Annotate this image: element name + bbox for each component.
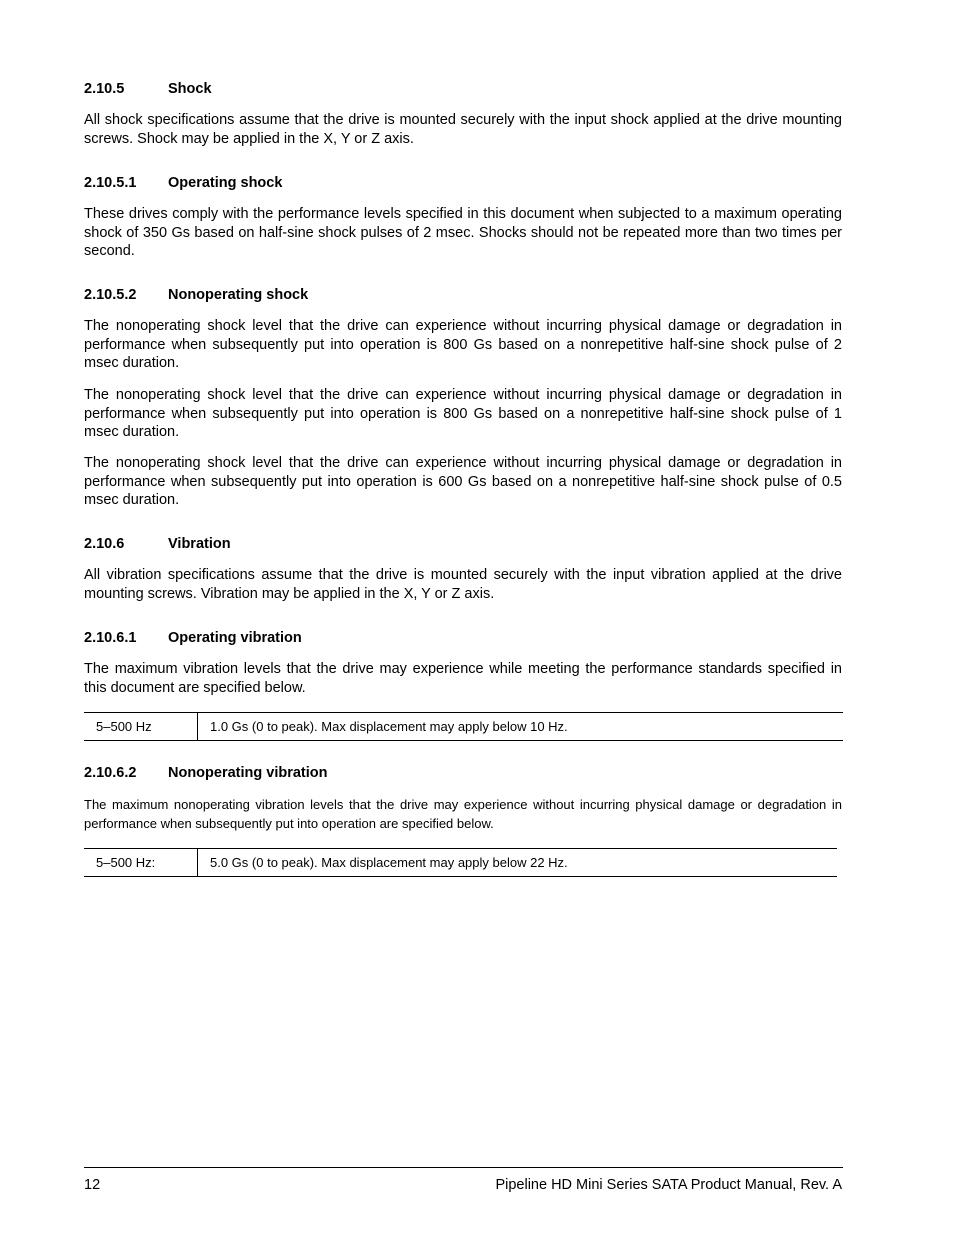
section-heading-operating-vibration [84,629,302,647]
section-title: Operating shock [168,175,283,191]
shock-paragraph: All shock specifications assume that the drive is mounted securely with the input shock applied at the drive mounting screws. Shock may be applied in the X, Y or Z axis. [84,112,842,147]
section-number: 2.10.6.1 [84,630,137,646]
nonoperating-vibration-spec-table [84,848,837,877]
section-number: 2.10.5.1 [84,175,137,191]
section-number: 2.10.6 [84,536,125,552]
nonoperating-vibration-paragraph: The maximum nonoperating vibration levels that the drive may experience without incurring physical damage or degradation in performance when subsequently put into operation are specified below. [84,797,842,831]
section-title: Shock [168,81,212,97]
vibration-paragraph: All vibration specifications assume that the drive is mounted securely with the input vibration applied at the drive mounting screws. Vibration may be applied in the X, Y or Z axis. [84,567,842,602]
page-number: 12 [84,1177,101,1193]
section-heading-shock [84,80,212,98]
document-title: Pipeline HD Mini Series SATA Product Manual, Rev. A [495,1177,842,1193]
nonoperating-shock-paragraph-3: The nonoperating shock level that the drive can experience without incurring physical damage or degradation in performance when subsequently put into operation is 600 Gs based on a nonrepetitive half-sine shock pulse of 0.5 msec duration. [84,455,842,509]
section-heading-vibration [84,535,231,553]
section-heading-nonoperating-shock [84,286,308,304]
section-title: Operating vibration [168,630,302,646]
section-title: Nonoperating vibration [168,765,328,781]
spec-value: 5.0 Gs (0 to peak). Max displacement may apply below 22 Hz. [210,855,568,870]
section-number: 2.10.5.2 [84,287,137,303]
section-number: 2.10.5 [84,81,125,97]
operating-vibration-paragraph: The maximum vibration levels that the drive may experience while meeting the performance standards specified in this document are specified below. [84,661,842,696]
nonoperating-shock-paragraph-1: The nonoperating shock level that the drive can experience without incurring physical damage or degradation in performance when subsequently put into operation is 800 Gs based on a nonrepetitive half-sine shock pulse of 2 msec duration. [84,318,842,372]
section-heading-operating-shock [84,174,282,192]
spec-range: 5–500 Hz: [84,849,198,876]
section-number: 2.10.6.2 [84,765,137,781]
section-heading-nonoperating-vibration [84,764,328,782]
operating-vibration-spec-table [84,712,843,741]
spec-range: 5–500 Hz [84,713,198,740]
footer-divider [84,1167,843,1168]
spec-value: 1.0 Gs (0 to peak). Max displacement may apply below 10 Hz. [210,719,568,734]
section-title: Nonoperating shock [168,287,309,303]
section-title: Vibration [168,536,231,552]
operating-shock-paragraph: These drives comply with the performance levels specified in this document when subjected to a maximum operating shock of 350 Gs based on half-sine shock pulses of 2 msec. Shocks should not be repeated more than two times per second. [84,206,842,260]
nonoperating-shock-paragraph-2: The nonoperating shock level that the drive can experience without incurring physical damage or degradation in performance when subsequently put into operation is 800 Gs based on a nonrepetitive half-sine shock pulse of 1 msec duration. [84,387,842,441]
